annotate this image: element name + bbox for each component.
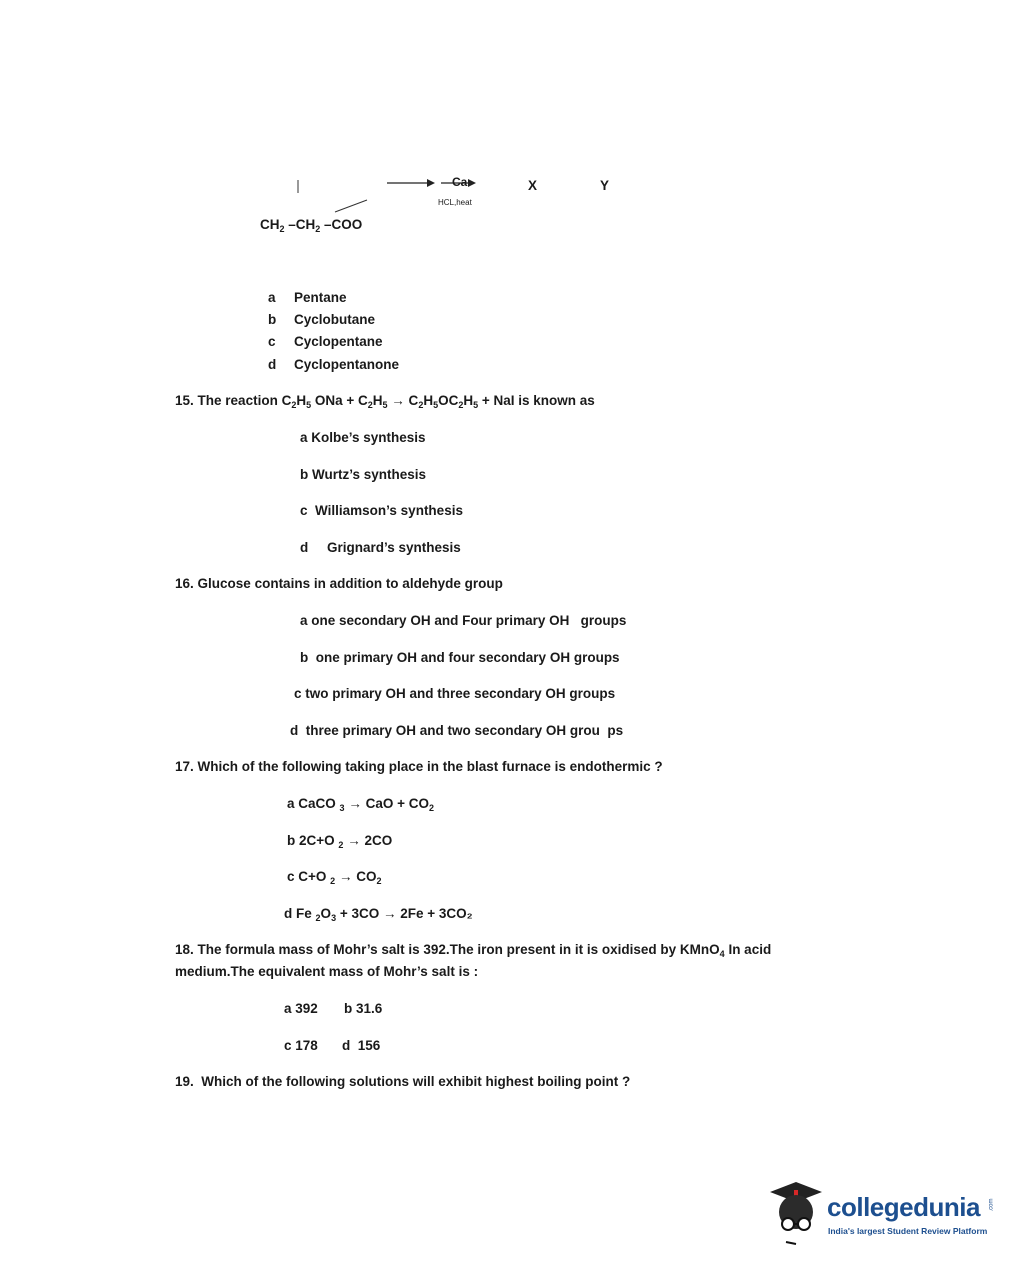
reaction-scheme-drawing <box>0 0 1025 260</box>
arrow-head <box>427 179 435 187</box>
q18-option-d: d 156 <box>342 1038 381 1053</box>
option-letter: a <box>268 290 276 305</box>
q18-option-a: a 392 <box>284 1001 318 1016</box>
option-text: Cyclopentanone <box>294 357 400 372</box>
q15-option-c: c Williamson’s synthesis <box>300 503 463 518</box>
option-text: Cyclopentane <box>294 334 383 349</box>
question-15: 15. The reaction $C_2H_5$ ONa + $C_2H_5 \to C_2H_5OC_2H_5$ + NaI is known as <box>175 393 595 410</box>
product-x-label: X <box>528 178 538 193</box>
logo-tagline: India's largest Student Review Platform <box>828 1226 988 1236</box>
bond-line <box>335 200 367 212</box>
q17-option-c: c C+O $_2 \to CO_2$ <box>287 869 382 886</box>
option-text: Pentane <box>294 290 347 305</box>
condition-label: HCL,heat <box>438 198 472 207</box>
q17-option-b: b 2C+O $_2$ → 2CO <box>287 833 393 850</box>
q15-option-d: d Grignard’s synthesis <box>300 540 461 555</box>
q17-option-a: a CaCO $_3$ → CaO + $CO_2$ <box>287 796 434 813</box>
option-text: Cyclobutane <box>294 312 376 327</box>
question-16: 16. Glucose contains in addition to aldehyde group <box>175 576 503 591</box>
q18-option-b: b 31.6 <box>344 1001 383 1016</box>
q16-option-c: c two primary OH and three secondary OH groups <box>294 686 616 701</box>
reactant-formula: $CH_2$ $-CH_2$ –COO <box>260 217 363 234</box>
product-y-label: Y <box>600 178 610 193</box>
q16-option-b: b one primary OH and four secondary OH groups <box>300 650 620 665</box>
mascot-icon <box>766 1176 826 1246</box>
calcium-label: Ca <box>452 175 468 189</box>
question-19: 19. Which of the following solutions will exhibit highest boiling point ? <box>175 1074 631 1089</box>
option-letter: b <box>268 312 277 327</box>
option-letter: c <box>268 334 276 349</box>
arrow-head <box>468 179 476 187</box>
logo-name: collegedunia <box>827 1192 980 1222</box>
option-letter: d <box>268 357 277 372</box>
q16-option-a: a one secondary OH and Four primary OH groups <box>300 613 627 628</box>
q15-option-a: a Kolbe’s synthesis <box>300 430 426 445</box>
question-18-line1: 18. The formula mass of Mohr’s salt is 392.The iron present in it is oxidised by KMnO$_4$ In acid <box>175 942 772 959</box>
q15-option-b: b Wurtz’s synthesis <box>300 467 427 482</box>
q16-option-d: d three primary OH and two secondary OH grou ps <box>290 723 624 738</box>
question-17: 17. Which of the following taking place in the blast furnace is endothermic ? <box>175 759 663 774</box>
q17-option-d: d Fe $_2O_3 + 3CO \to 2Fe + 3CO_2$ <box>284 906 473 923</box>
question-18-line2: medium.The equivalent mass of Mohr’s salt is : <box>175 964 479 979</box>
q18-option-c: c 178 <box>284 1038 318 1053</box>
logo-suffix: .com <box>988 1198 995 1212</box>
